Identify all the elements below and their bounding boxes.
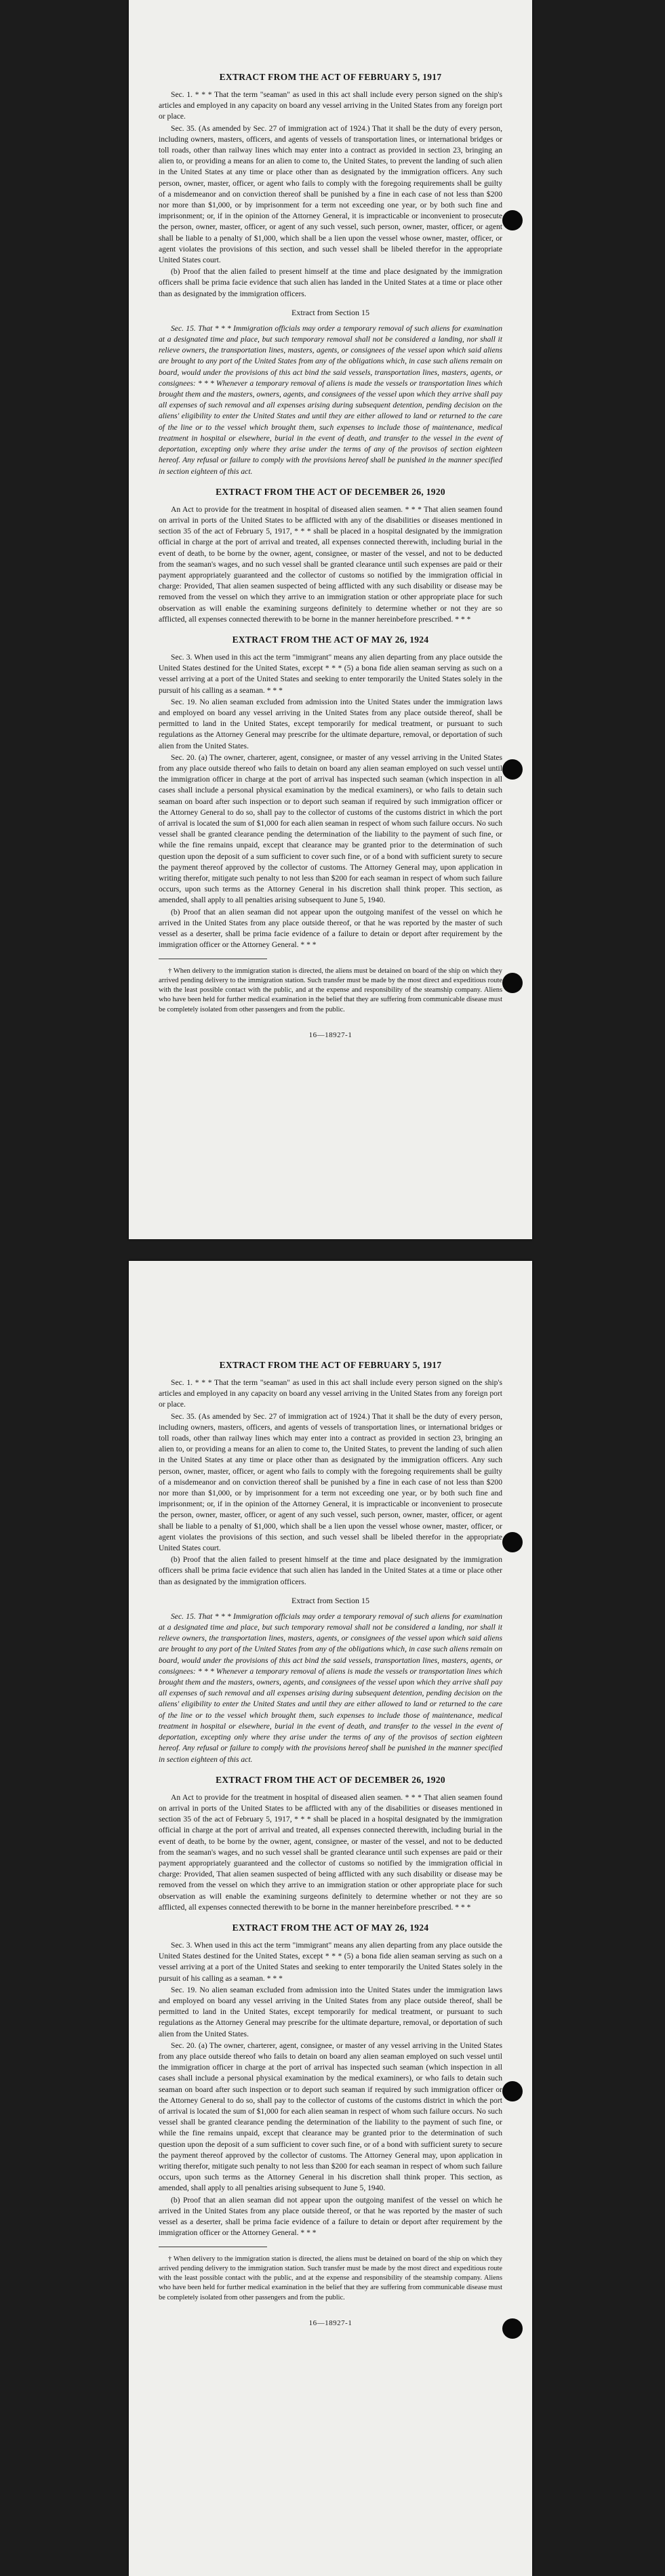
paragraph: Sec. 35. (As amended by Sec. 27 of immigration act of 1924.) That it shall be the duty of every person, including owners, masters, officers, and agents of vessels of transportation lines, or international bridges or toll roads, other than railway lines which may enter into a contract as provided in section 23, bringing an alien to, or providing a means for an alien to come to, the United States, to prevent the landing of such alien in the United States at any time or place other than as designated by the immigration officers. Any such person, owner, master, officer, or agent who fails to comply with the foregoing requirements shall be guilty of a misdemeanor and on conviction thereof shall be punished by a fine in each case of not less than $200 nor more than $1,000, or by imprisonment for a term not exceeding one year, or by both such fine and imprisonment; or, if in the opinion of the Attorney General, it is impracticable or inconvenient to prosecute the person, owner, master, officer, or agent of any such vessel, such person, owner, master, officer, or agent shall be liable to a penalty of $1,000, which shall be a lien upon the vessel whose owner, master, officer, or agent violates the provisions of this section, and such vessel shall be libeled therefor in the appropriate United States court.	[159, 123, 502, 265]
paragraph: (b) Proof that an alien seaman did not appear upon the outgoing manifest of the vessel on which he arrived in the United States from any place outside thereof, or that he was reported by the master of such vessel as a deserter, shall be prima facie evidence of a failure to detain or deport after requirement by the immigration officer or the Attorney General. * * *	[159, 907, 502, 950]
paragraph: Sec. 20. (a) The owner, charterer, agent, consignee, or master of any vessel arriving in the United States from any place outside thereof who fails to detain on board any alien seaman employed on such vessel until the immigration officer in charge at the port of arrival has inspected such seaman (which inspection in all cases shall include a personal physical examination by the medical examiners), or who fails to detain such seaman on board after such inspection or to deport such seaman if required by such immigration officer or the Attorney General to do so, shall pay to the collector of customs of the customs district in which the port of arrival is located the sum of $1,000 for each alien seaman in respect of whom such failure occurs. No such vessel shall be granted clearance pending the determination of the liability to the payment of such fine, or while the fine remains unpaid, except that clearance may be granted prior to the determination of such question upon the deposit of a sum sufficient to cover such fine, or of a bond with sufficient surety to secure the payment thereof approved by the collector of customs. The Attorney General may, upon application in writing therefor, mitigate such penalty to not less than $200 for each seaman in respect of whom such failure occurs, upon such terms as the Attorney General in his discretion shall think proper. This section, as amended, shall apply to all penalties arising subsequent to June 5, 1940.	[159, 2040, 502, 2193]
paragraph: Sec. 35. (As amended by Sec. 27 of immigration act of 1924.) That it shall be the duty of every person, including owners, masters, officers, and agents of vessels of transportation lines, or international bridges or toll roads, other than railway lines which may enter into a contract as provided in section 23, bringing an alien to, or providing a means for an alien to come to, the United States, to prevent the landing of such alien in the United States at any time or place other than as designated by the immigration officers. Any such person, owner, master, officer, or agent who fails to comply with the foregoing requirements shall be guilty of a misdemeanor and on conviction thereof shall be punished by a fine in each case of not less than $200 nor more than $1,000, or by imprisonment for a term not exceeding one year, or by both such fine and imprisonment; or, if in the opinion of the Attorney General, it is impracticable or inconvenient to prosecute the person, owner, master, officer, or agent of any such vessel, such person, owner, master, officer, or agent shall be liable to a penalty of $1,000, which shall be a lien upon the vessel whose owner, master, officer, or agent violates the provisions of this section, and such vessel shall be libeled therefor in the appropriate United States court.	[159, 1411, 502, 1553]
paragraph: An Act to provide for the treatment in hospital of diseased alien seamen. * * * That alien seamen found on arrival in ports of the United States to be afflicted with any of the disabilities or diseases mentioned in section 35 of the act of February 5, 1917, * * * shall be placed in a hospital designated by the immigration official in charge at the port of arrival and treated, all expenses connected therewith, including burial in the event of death, to be borne by the owner, agent, consignee, or master of the vessel, and not to be deducted from the seaman's wages, and no such vessel shall be granted clearance until such expenses are paid or their payment appropriately guaranteed and the collector of customs so notified by the immigration official in charge: Provided, That alien seamen suspected of being afflicted with any such disability or disease may be removed from the vessel on which they arrive to an immigration station or other appropriate place for such observation as will enable the examining surgeons definitely to determine whether or not they are so afflicted, all expenses connected therewith to be borne in the manner hereinbefore prescribed. * * *	[159, 504, 502, 624]
section-heading: EXTRACT FROM THE ACT OF MAY 26, 1924	[232, 634, 429, 645]
section-heading: EXTRACT FROM THE ACT OF FEBRUARY 5, 1917	[219, 72, 442, 82]
paragraph: Sec. 19. No alien seaman excluded from admission into the United States under the immigration laws and employed on board any vessel arriving in the United States from any place outside thereof, shall be permitted to land in the United States, except temporarily for medical treatment, or pursuant to such regulations as the Attorney General may prescribe for the ultimate departure, removal, or deportation of such alien from the United States.	[159, 697, 502, 750]
punch-hole	[502, 1532, 523, 1552]
punch-hole	[502, 2081, 523, 2101]
punch-hole	[502, 759, 523, 780]
paragraph: (b) Proof that the alien failed to present himself at the time and place designated by the immigration officers shall be prima facie evidence that such alien has landed in the United States at a time or place other than as designated by the immigration officers.	[159, 267, 502, 298]
paragraph: An Act to provide for the treatment in hospital of diseased alien seamen. * * * That alien seamen found on arrival in ports of the United States to be afflicted with any of the disabilities or diseases mentioned in section 35 of the act of February 5, 1917, * * * shall be placed in a hospital designated by the immigration official in charge at the port of arrival and treated, all expenses connected therewith, including burial in the event of death, to be borne by the owner, agent, consignee, or master of the vessel, and not to be deducted from the seaman's wages, and no such vessel shall be granted clearance until such expenses are paid or their payment appropriately guaranteed and the collector of customs so notified by the immigration official in charge: Provided, That alien seamen suspected of being afflicted with any such disability or disease may be removed from the vessel on which they arrive to an immigration station or other appropriate place for such observation as will enable the examining surgeons definitely to determine whether or not they are so afflicted, all expenses connected therewith to be borne in the manner hereinbefore prescribed. * * *	[159, 1792, 502, 1912]
punch-hole	[502, 973, 523, 993]
section-heading: EXTRACT FROM THE ACT OF MAY 26, 1924	[232, 1922, 429, 1933]
paragraph: Sec. 15. That * * * Immigration officials may order a temporary removal of such aliens for examination at a designated time and place, but such temporary removal shall not be considered a landing, nor shall it relieve owners, the transportation lines, masters, agents, or consignees of the vessel upon which said aliens are brought to any port of the United States from any of the obligations which, in case such aliens remain on board, would under the provisions of this act bind the said vessels, transportation lines, masters, agents, or consignees: * * * Whenever a temporary removal of aliens is made the vessels or transportation lines which brought them and the masters, owners, agents, and consignees of the vessel upon which they arrive shall pay all expenses of such removal and all expenses arising during subsequent detention, pending decision on the aliens' eligibility to enter the United States and until they are either allowed to land or returned to the care of the line or to the vessel which brought them, such expenses to include those of maintenance, medical treatment in hospital or elsewhere, burial in the event of death, and transfer to the vessel in the event of deportation, excepting only where they arise under the terms of any of the provisos of section eighteen hereof. Any refusal or failure to comply with the provisions hereof shall be punished in the manner specified in section eighteen of this act.	[159, 323, 502, 476]
footnote: † When delivery to the immigration station is directed, the aliens must be detained on board of the ship on which they arrived pending delivery to the immigration station. Such transfer must be made by the most direct and expeditious route with the least possible contact with the public, and at the expense and responsibility of the steamship company. Aliens who have been held for further medical examination in the belief that they are suffering from communicable disease must be completely isolated from other passengers and from the public.	[159, 2255, 502, 2301]
punch-hole	[502, 2318, 523, 2339]
subheading: Extract from Section 15	[291, 1595, 369, 1605]
document-page-2	[129, 1261, 532, 2576]
paragraph: Sec. 15. That * * * Immigration officials may order a temporary removal of such aliens for examination at a designated time and place, but such temporary removal shall not be considered a landing, nor shall it relieve owners, the transportation lines, masters, agents, or consignees of the vessel upon which said aliens are brought to any port of the United States from any of the obligations which, in case such aliens remain on board, would under the provisions of this act bind the said vessels, transportation lines, masters, agents, or consignees: * * * Whenever a temporary removal of aliens is made the vessels or transportation lines which brought them and the masters, owners, agents, and consignees of the vessel upon which they arrive shall pay all expenses of such removal and all expenses arising during subsequent detention, pending decision on the aliens' eligibility to enter the United States and until they are either allowed to land or returned to the care of the line or to the vessel which brought them, such expenses to include those of maintenance, medical treatment in hospital or elsewhere, burial in the event of death, and transfer to the vessel in the event of deportation, excepting only where they arise under the terms of any of the provisos of section eighteen hereof. Any refusal or failure to comply with the provisions hereof shall be punished in the manner specified in section eighteen of this act.	[159, 1611, 502, 1764]
paragraph: Sec. 20. (a) The owner, charterer, agent, consignee, or master of any vessel arriving in the United States from any place outside thereof who fails to detain on board any alien seaman employed on such vessel until the immigration officer in charge at the port of arrival has inspected such seaman (which inspection in all cases shall include a personal physical examination by the medical examiners), or who fails to detain such seaman on board after such inspection or to deport such seaman if required by such immigration officer or the Attorney General to do so, shall pay to the collector of customs of the customs district in which the port of arrival is located the sum of $1,000 for each alien seaman in respect of whom such failure occurs. No such vessel shall be granted clearance pending the determination of the liability to the payment of such fine, or while the fine remains unpaid, except that clearance may be granted prior to the determination of such question upon the deposit of a sum sufficient to cover such fine, or of a bond with sufficient surety to secure the payment thereof approved by the collector of customs. The Attorney General may, upon application in writing therefor, mitigate such penalty to not less than $200 for each seaman in respect of whom such failure occurs, upon such terms as the Attorney General in his discretion shall think proper. This section, as amended, shall apply to all penalties arising subsequent to June 5, 1940.	[159, 752, 502, 905]
paragraph: Sec. 1. * * * That the term "seaman" as used in this act shall include every person signed on the ship's articles and employed in any capacity on board any vessel arriving in the United States from any foreign port or place.	[159, 1378, 502, 1409]
section-heading: EXTRACT FROM THE ACT OF FEBRUARY 5, 1917	[219, 1360, 442, 1370]
section-heading: EXTRACT FROM THE ACT OF DECEMBER 26, 1920	[216, 486, 445, 497]
paragraph: Sec. 19. No alien seaman excluded from admission into the United States under the immigration laws and employed on board any vessel arriving in the United States from any place outside thereof, shall be permitted to land in the United States, except temporarily for medical treatment, or pursuant to such regulations as the Attorney General may prescribe for the ultimate departure, removal, or deportation of such alien from the United States.	[159, 1985, 502, 2038]
punch-hole	[502, 210, 523, 230]
paragraph: Sec. 3. When used in this act the term "immigrant" means any alien departing from any place outside the United States destined for the United States, except * * * (5) a bona fide alien seaman serving as such on a vessel arriving at a port of the United States and seeking to enter temporarily the United States solely in the pursuit of his calling as a seaman. * * *	[159, 1940, 502, 1983]
form-number: 16—18927-1	[308, 2318, 352, 2327]
footnote: † When delivery to the immigration station is directed, the aliens must be detained on board of the ship on which they arrived pending delivery to the immigration station. Such transfer must be made by the most direct and expeditious route with the least possible contact with the public, and at the expense and responsibility of the steamship company. Aliens who have been held for further medical examination in the belief that they are suffering from communicable disease must be completely isolated from other passengers and from the public.	[159, 967, 502, 1013]
paragraph: Sec. 1. * * * That the term "seaman" as used in this act shall include every person signed on the ship's articles and employed in any capacity on board any vessel arriving in the United States from any foreign port or place.	[159, 90, 502, 121]
subheading: Extract from Section 15	[291, 307, 369, 317]
form-number: 16—18927-1	[308, 1030, 352, 1039]
paragraph: Sec. 3. When used in this act the term "immigrant" means any alien departing from any place outside the United States destined for the United States, except * * * (5) a bona fide alien seaman serving as such on a vessel arriving at a port of the United States and seeking to enter temporarily the United States solely in the pursuit of his calling as a seaman. * * *	[159, 652, 502, 695]
paragraph: (b) Proof that an alien seaman did not appear upon the outgoing manifest of the vessel on which he arrived in the United States from any place outside thereof, or that he was reported by the master of such vessel as a deserter, shall be prima facie evidence of a failure to detain or deport after requirement by the immigration officer or the Attorney General. * * *	[159, 2195, 502, 2238]
section-heading: EXTRACT FROM THE ACT OF DECEMBER 26, 1920	[216, 1774, 445, 1785]
paragraph: (b) Proof that the alien failed to present himself at the time and place designated by the immigration officers shall be prima facie evidence that such alien has landed in the United States at a time or place other than as designated by the immigration officers.	[159, 1555, 502, 1586]
document-page-1	[129, 0, 532, 1239]
